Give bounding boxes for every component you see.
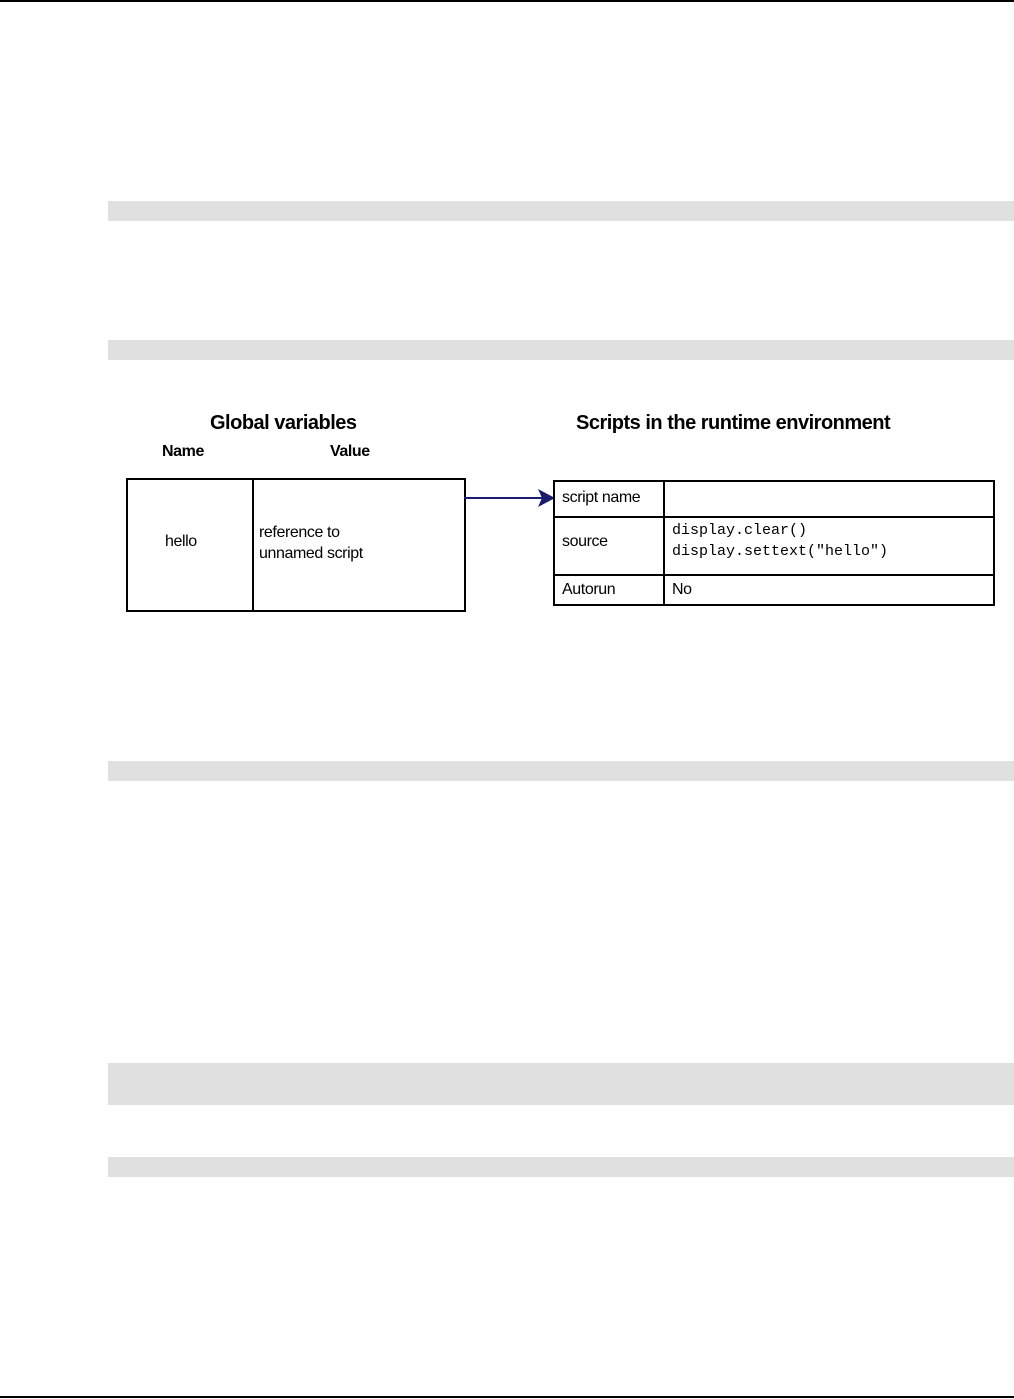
script-table — [553, 480, 995, 606]
shaded-band-1 — [108, 201, 1014, 221]
variable-value-line-2: unnamed script — [259, 545, 363, 562]
autorun-value: No — [672, 581, 692, 598]
page-bottom-rule — [0, 1396, 1014, 1398]
shaded-band-5 — [108, 1157, 1014, 1177]
source-code-line-2: display.settext("hello") — [672, 543, 889, 560]
global-variables-title: Global variables — [210, 412, 357, 434]
autorun-label: Autorun — [562, 581, 616, 598]
script-name-label: script name — [562, 489, 641, 506]
script-table-row-rule-2 — [555, 574, 993, 576]
variable-value-line-1: reference to — [259, 524, 340, 541]
shaded-band-4 — [108, 1063, 1014, 1105]
shaded-band-2 — [108, 340, 1014, 360]
table-divider — [252, 480, 254, 610]
global-variables-table — [126, 478, 466, 612]
source-label: source — [562, 533, 608, 550]
shaded-band-3 — [108, 761, 1014, 781]
scripts-title: Scripts in the runtime environment — [576, 412, 891, 434]
script-table-divider — [663, 482, 665, 604]
name-column-header: Name — [162, 443, 204, 460]
reference-arrow — [464, 486, 560, 510]
source-code-line-1: display.clear() — [672, 522, 808, 539]
page-top-rule — [0, 0, 1014, 2]
value-column-header: Value — [330, 443, 370, 460]
variable-name-cell: hello — [165, 533, 197, 550]
script-table-row-rule-1 — [555, 516, 993, 518]
